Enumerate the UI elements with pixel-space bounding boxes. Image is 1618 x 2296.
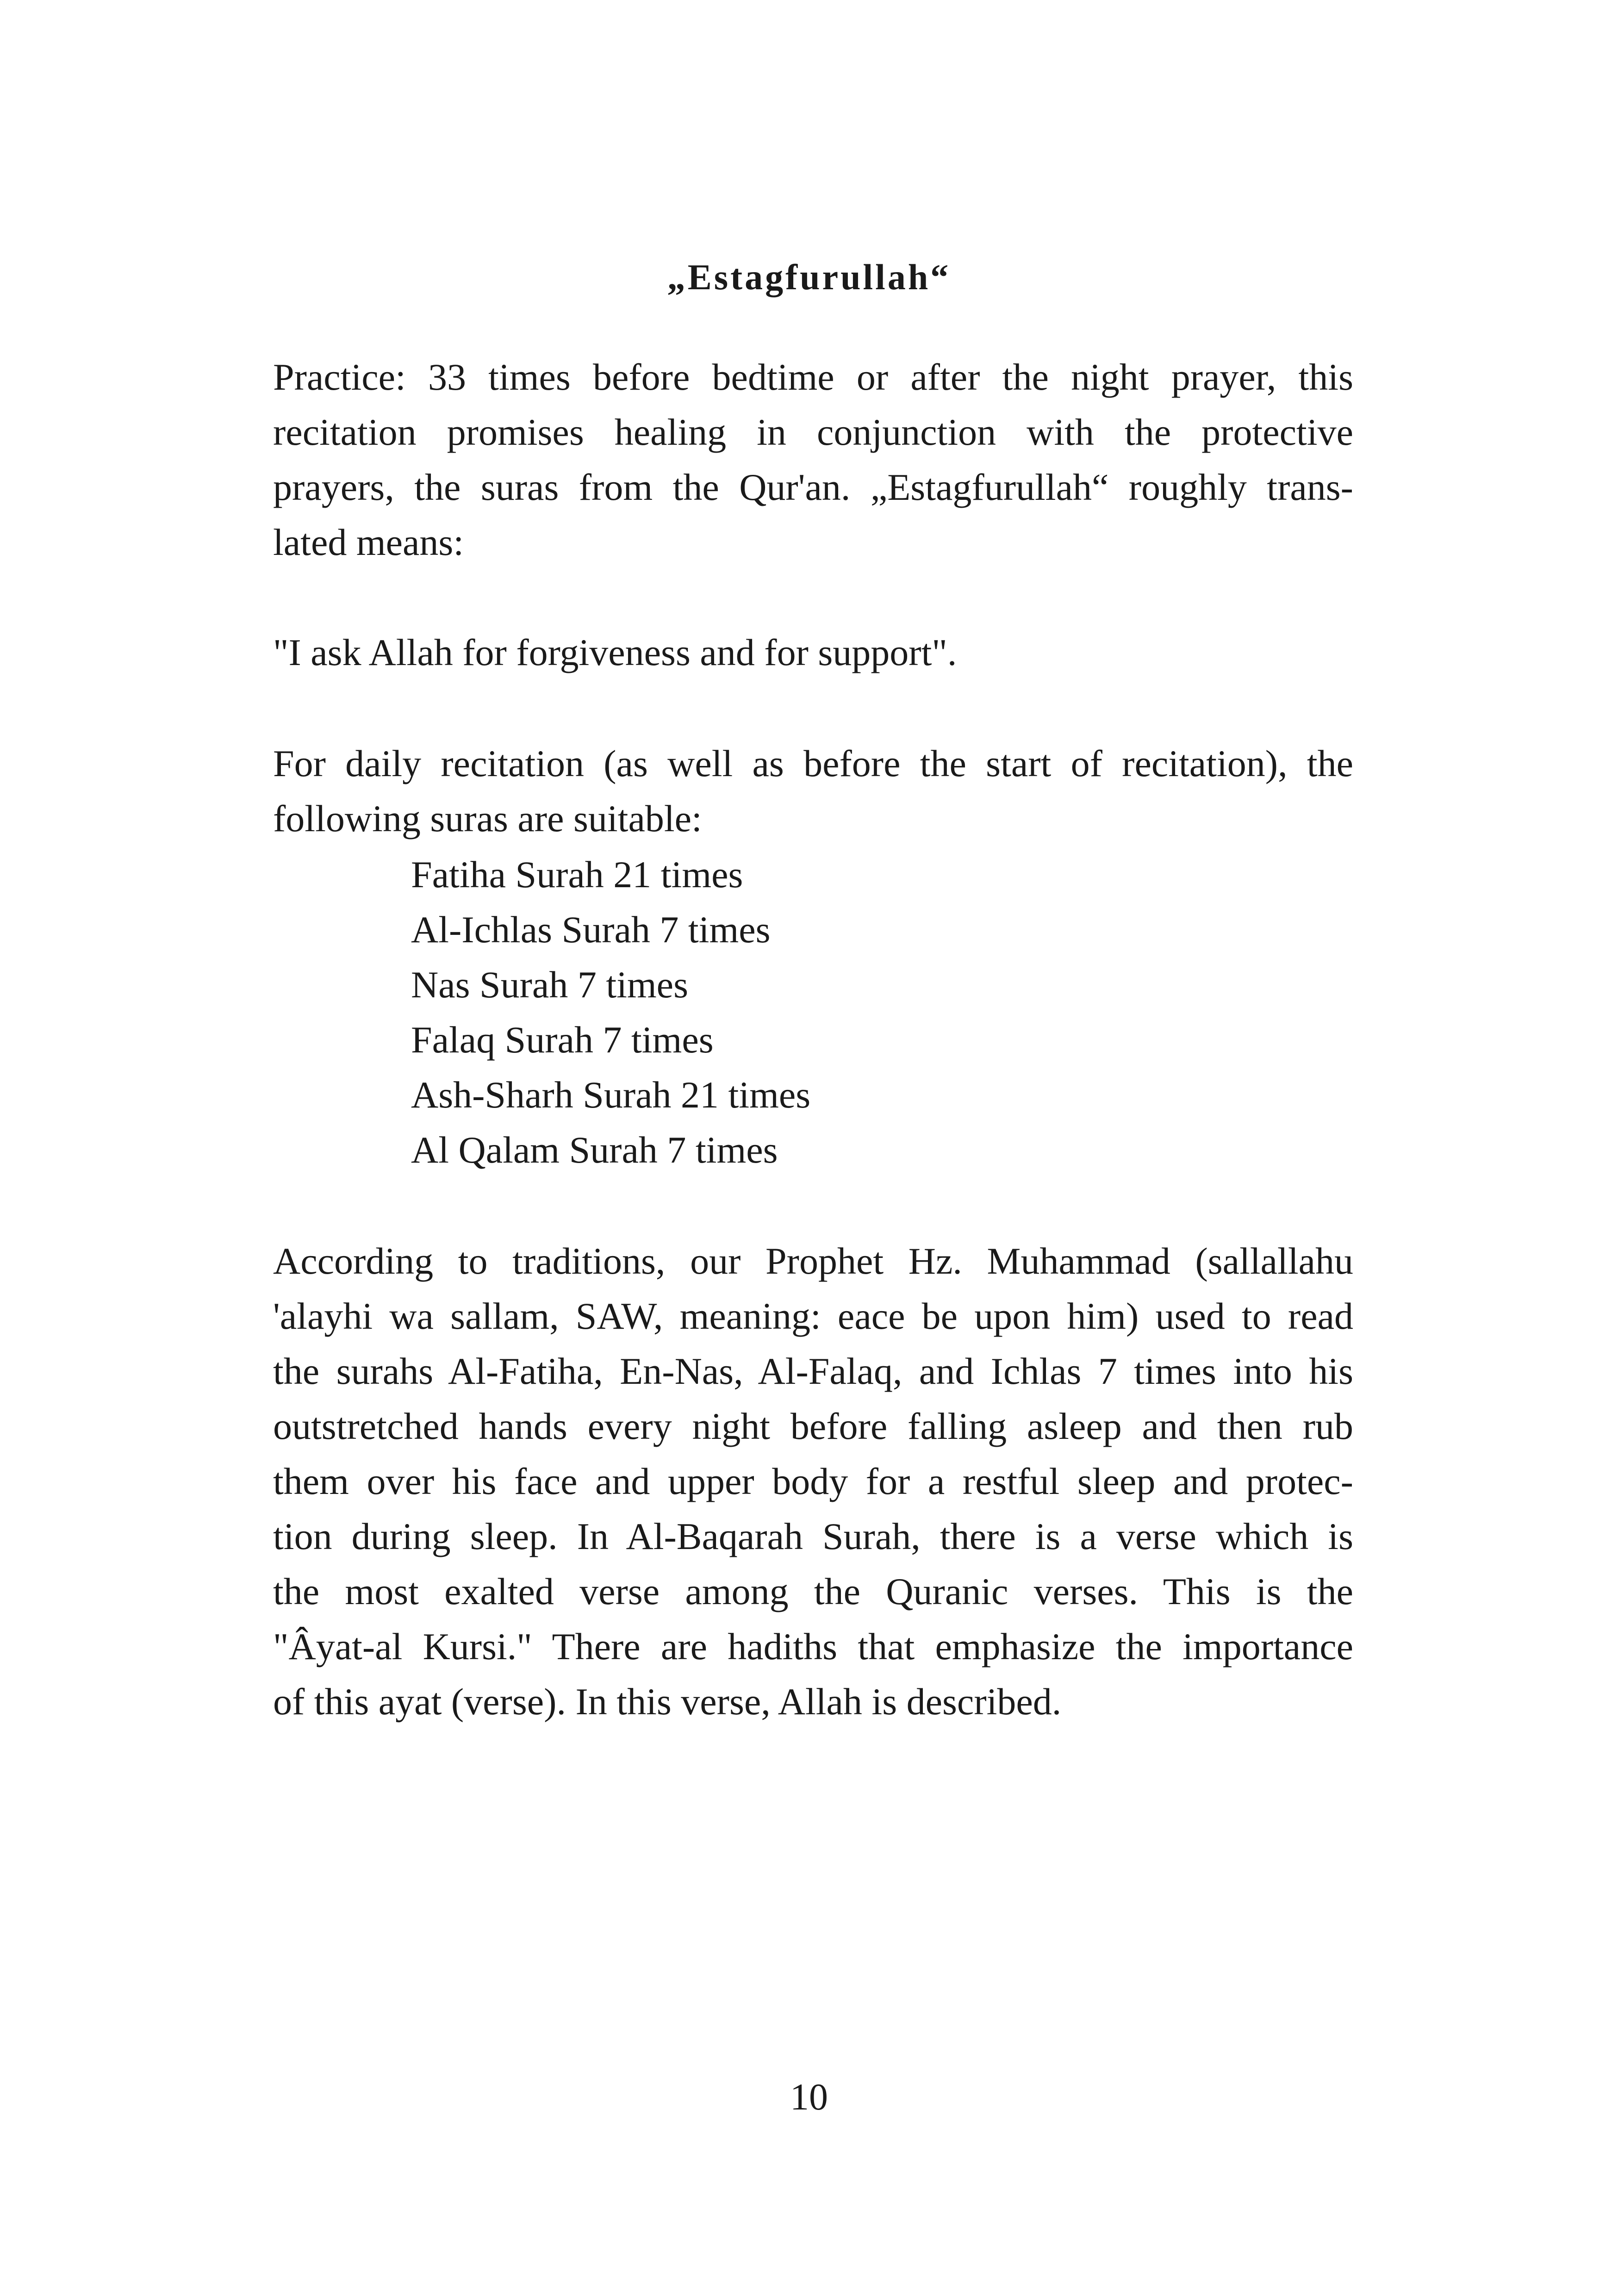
quote-line: "I ask Allah for forgiveness and for support". [273,631,957,673]
sura-list-item: Al Qalam Surah 7 times [411,1129,778,1171]
paragraph-line: recitation promises healing in conjunction with the protective [273,411,1353,453]
paragraph-line: prayers, the suras from the Qur'an. „Estagfurullah“ roughly trans- [273,466,1353,508]
paragraph-line: 'alayhi wa sallam, SAW, meaning: eace be upon him) used to read [273,1295,1353,1337]
paragraph-line: the surahs Al-Fatiha, En-Nas, Al-Falaq, and Ichlas 7 times into his [273,1350,1353,1392]
sura-list-item: Falaq Surah 7 times [411,1019,714,1061]
daily-recitation-paragraph [273,736,1353,846]
practice-paragraph [273,349,1353,570]
paragraph-line: According to traditions, our Prophet Hz. Muhammad (sallallahu [273,1240,1353,1282]
sura-list [411,847,810,1177]
paragraph-line: tion during sleep. In Al-Baqarah Surah, there is a verse which is [273,1515,1353,1557]
sura-list-item: Fatiha Surah 21 times [411,853,743,896]
sura-list-item: Nas Surah 7 times [411,964,688,1006]
paragraph-line: lated means: [273,521,464,563]
quote-paragraph [273,625,1353,680]
paragraph-line: Practice: 33 times before bedtime or after the night prayer, this [273,356,1353,398]
paragraph-line: of this ayat (verse). In this verse, Allah is described. [273,1680,1062,1723]
paragraph-line: following suras are suitable: [273,797,702,840]
sura-list-item: Al-Ichlas Surah 7 times [411,908,771,951]
traditions-paragraph [273,1233,1353,1729]
paragraph-line: "Âyat-al Kursi." There are hadiths that emphasize the importance [273,1625,1353,1668]
sura-list-item: Ash-Sharh Surah 21 times [411,1074,811,1116]
page-heading: „Estagfurullah“ [667,257,951,297]
paragraph-line: the most exalted verse among the Quranic verses. This is the [273,1570,1353,1612]
paragraph-line: outstretched hands every night before falling asleep and then rub [273,1405,1353,1447]
paragraph-line: For daily recitation (as well as before the start of recitation), the [273,742,1353,784]
page-number: 10 [790,2076,828,2118]
paragraph-line: them over his face and upper body for a restful sleep and protec- [273,1460,1353,1502]
